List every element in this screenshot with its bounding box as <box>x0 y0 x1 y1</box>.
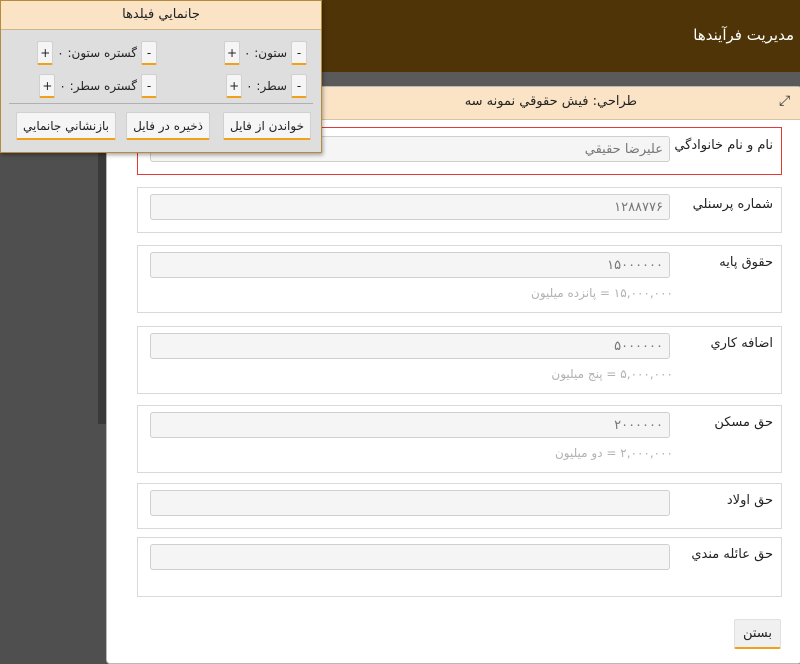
column-minus-button[interactable]: - <box>291 41 307 65</box>
side-panel <box>0 72 108 664</box>
amount-hint: ۱۵,۰۰۰,۰۰۰ = پانزده ميليون <box>531 286 673 300</box>
expand-icon[interactable]: ⤢ <box>779 93 791 109</box>
column-control <box>224 41 307 65</box>
column-label: ستون: ۰ <box>244 46 287 60</box>
row-minus-button[interactable]: - <box>291 74 307 98</box>
row-control <box>226 74 307 98</box>
child-allowance-input[interactable] <box>150 490 670 516</box>
load-from-file-button[interactable]: خواندن از فايل <box>223 112 311 140</box>
row-span-control <box>39 74 157 98</box>
amount-hint: ۲,۰۰۰,۰۰۰ = دو ميليون <box>554 446 673 460</box>
field-label: حق عائله مندي <box>691 547 773 562</box>
form-field-personnel-number[interactable] <box>137 187 782 233</box>
amount-hint: ۵,۰۰۰,۰۰۰ = پنج ميليون <box>551 367 673 381</box>
column-span-control <box>37 41 157 65</box>
base-salary-input[interactable] <box>150 252 670 278</box>
designer-modal <box>106 86 800 664</box>
row-plus-button[interactable]: + <box>226 74 242 98</box>
column-span-label: گستره ستون: ۰ <box>57 46 137 60</box>
field-label: حقوق پايه <box>719 255 773 270</box>
modal-title: طراحي: فيش حقوقي نمونه سه <box>464 94 637 109</box>
reset-layout-button[interactable]: بازنشاني جانمايي <box>16 112 116 140</box>
field-label: اضافه کاري <box>710 336 773 351</box>
field-layout-panel <box>0 0 322 153</box>
family-allowance-input[interactable] <box>150 544 670 570</box>
row-span-label: گستره سطر: ۰ <box>59 79 137 93</box>
housing-input[interactable] <box>150 412 670 438</box>
form-field-overtime[interactable] <box>137 326 782 394</box>
personnel-number-input[interactable] <box>150 194 670 220</box>
app-title: مديريت فرآيندها <box>693 26 794 44</box>
row-label: سطر: ۰ <box>246 79 287 93</box>
column-plus-button[interactable]: + <box>224 41 240 65</box>
field-label: نام و نام خانوادگي <box>674 138 773 153</box>
field-label: شماره پرسنلي <box>692 197 773 212</box>
field-label: حق اولاد <box>726 493 773 508</box>
close-button[interactable]: بستن <box>734 619 781 649</box>
panel-divider <box>9 103 313 104</box>
form-field-housing[interactable] <box>137 405 782 473</box>
save-to-file-button[interactable]: ذخيره در فايل <box>126 112 210 140</box>
column-span-minus-button[interactable]: - <box>141 41 157 65</box>
form-field-base-salary[interactable] <box>137 245 782 313</box>
row-span-plus-button[interactable]: + <box>39 74 55 98</box>
panel-title: جانمايي فيلدها <box>1 1 321 30</box>
form-field-child-allowance[interactable] <box>137 483 782 529</box>
form-field-family-allowance[interactable] <box>137 537 782 597</box>
column-span-plus-button[interactable]: + <box>37 41 53 65</box>
overtime-input[interactable] <box>150 333 670 359</box>
row-span-minus-button[interactable]: - <box>141 74 157 98</box>
field-label: حق مسکن <box>714 415 773 430</box>
